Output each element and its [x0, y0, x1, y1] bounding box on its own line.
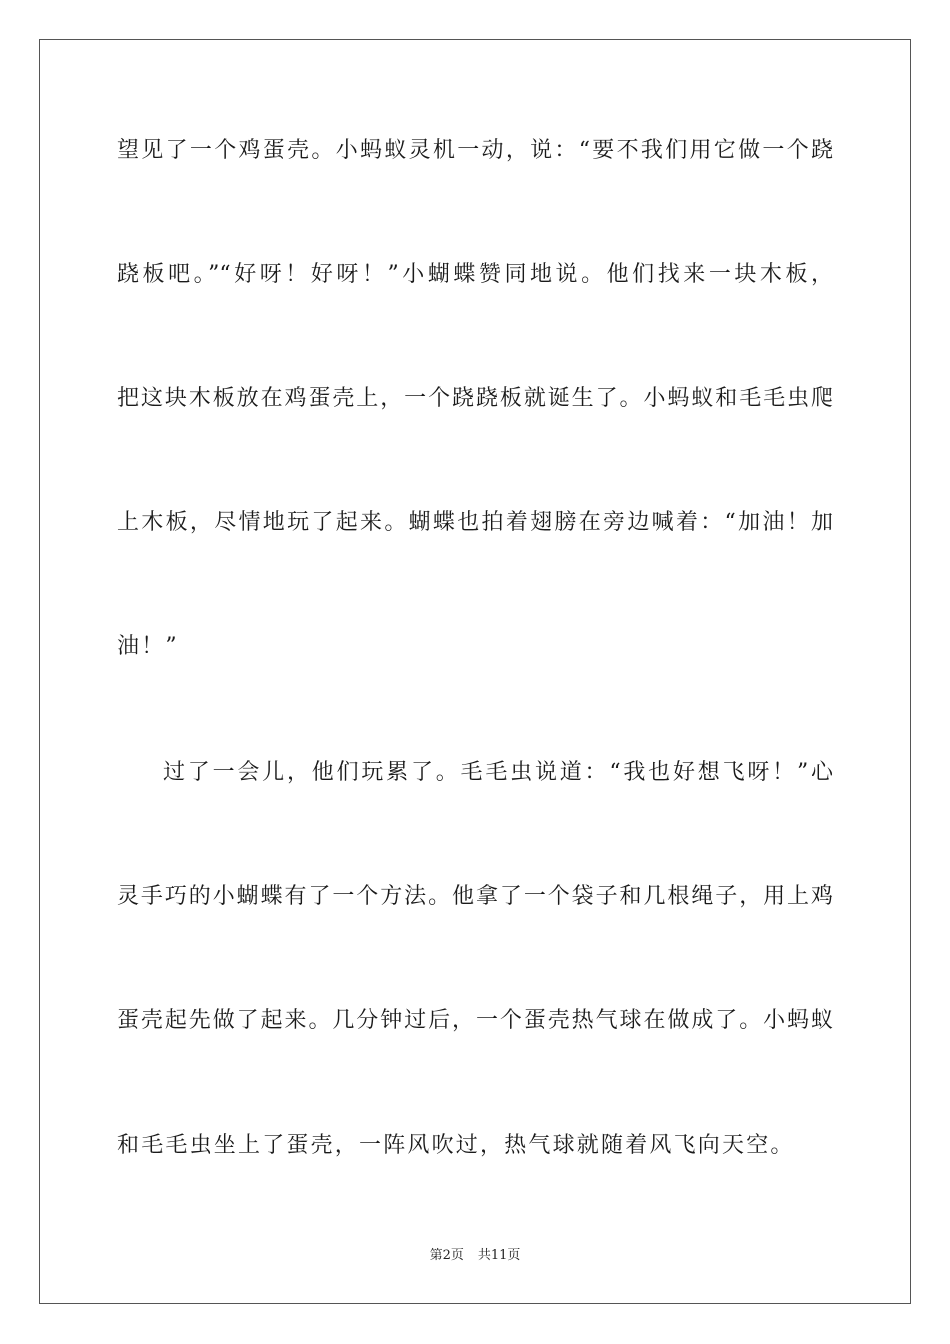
text-line: 灵手巧的小蝴蝶有了一个方法。他拿了一个袋子和几根绳子，用上鸡	[117, 884, 833, 909]
text-line: 把这块木板放在鸡蛋壳上，一个跷跷板就诞生了。小蚂蚁和毛毛虫爬	[117, 386, 833, 411]
paragraph-first-line: 过了一会儿，他们玩累了。毛毛虫说道：“我也好想飞呀！”心	[163, 760, 833, 785]
page-number: 第2页	[429, 1248, 464, 1263]
page-border	[39, 39, 911, 1304]
page-footer	[0, 1248, 950, 1264]
text-line: 油！”	[117, 634, 179, 659]
text-line: 跷板吧。”“好呀！好呀！”小蝴蝶赞同地说。他们找来一块木板，	[117, 262, 833, 287]
text-line: 和毛毛虫坐上了蛋壳，一阵风吹过，热气球就随着风飞向天空。	[117, 1133, 795, 1158]
page-total: 共11页	[477, 1248, 521, 1263]
text-line: 望见了一个鸡蛋壳。小蚂蚁灵机一动，说：“要不我们用它做一个跷	[117, 138, 833, 163]
text-line: 上木板，尽情地玩了起来。蝴蝶也拍着翅膀在旁边喊着：“加油！加	[117, 510, 833, 535]
text-line: 蛋壳起先做了起来。几分钟过后，一个蛋壳热气球在做成了。小蚂蚁	[117, 1008, 833, 1033]
